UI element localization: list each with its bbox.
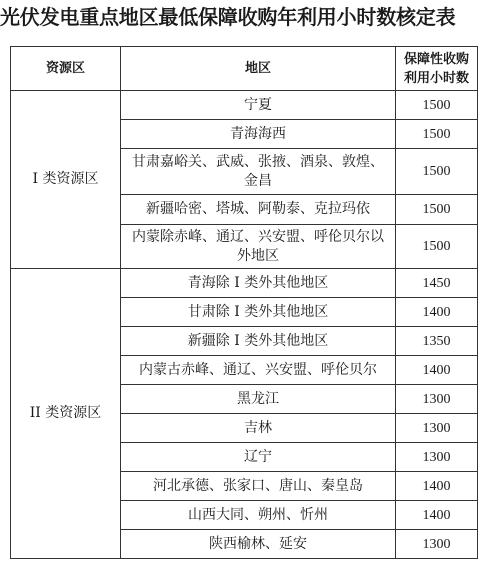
region-cell: 内蒙除赤峰、通辽、兴安盟、呼伦贝尔以外地区 — [121, 225, 396, 269]
hours-cell: 1350 — [396, 327, 478, 356]
hours-cell: 1500 — [396, 149, 478, 195]
table-title: 光伏发电重点地区最低保障收购年利用小时数核定表 — [0, 5, 456, 29]
header-region: 地区 — [121, 47, 396, 91]
header-row — [11, 47, 478, 91]
region-cell: 陕西榆林、延安 — [121, 530, 396, 559]
region-cell: 青海除 I 类外其他地区 — [121, 269, 396, 298]
region-cell: 内蒙古赤峰、通辽、兴安盟、呼伦贝尔 — [121, 356, 396, 385]
table-row — [11, 269, 478, 298]
hours-cell: 1500 — [396, 195, 478, 225]
hours-cell: 1300 — [396, 385, 478, 414]
hours-cell: 1400 — [396, 356, 478, 385]
resource-class-1: I 类资源区 — [11, 91, 121, 269]
hours-cell: 1400 — [396, 501, 478, 530]
region-cell: 新疆除 I 类外其他地区 — [121, 327, 396, 356]
hours-cell: 1500 — [396, 225, 478, 269]
header-hours — [396, 47, 478, 91]
header-hours-line1: 保障性收购 — [403, 51, 469, 67]
hours-cell: 1300 — [396, 443, 478, 472]
hours-cell: 1400 — [396, 472, 478, 501]
header-resource: 资源区 — [11, 47, 121, 91]
region-cell: 河北承德、张家口、唐山、秦皇岛 — [121, 472, 396, 501]
hours-cell: 1300 — [396, 530, 478, 559]
region-cell: 辽宁 — [121, 443, 396, 472]
region-cell: 新疆哈密、塔城、阿勒泰、克拉玛依 — [121, 195, 396, 225]
hours-cell: 1450 — [396, 269, 478, 298]
resource-class-2: II 类资源区 — [11, 269, 121, 559]
region-cell: 甘肃除 I 类外其他地区 — [121, 298, 396, 327]
region-cell: 黑龙江 — [121, 385, 396, 414]
hours-cell: 1400 — [396, 298, 478, 327]
hours-cell: 1300 — [396, 414, 478, 443]
region-cell: 宁夏 — [121, 91, 396, 120]
region-cell: 甘肃嘉峪关、武威、张掖、酒泉、敦煌、金昌 — [121, 149, 396, 195]
hours-cell: 1500 — [396, 120, 478, 149]
region-cell: 山西大同、朔州、忻州 — [121, 501, 396, 530]
region-cell: 青海海西 — [121, 120, 396, 149]
header-hours-line2: 利用小时数 — [403, 70, 469, 86]
hours-cell: 1500 — [396, 91, 478, 120]
table-row — [11, 91, 478, 120]
region-cell: 吉林 — [121, 414, 396, 443]
hours-table — [10, 46, 478, 559]
